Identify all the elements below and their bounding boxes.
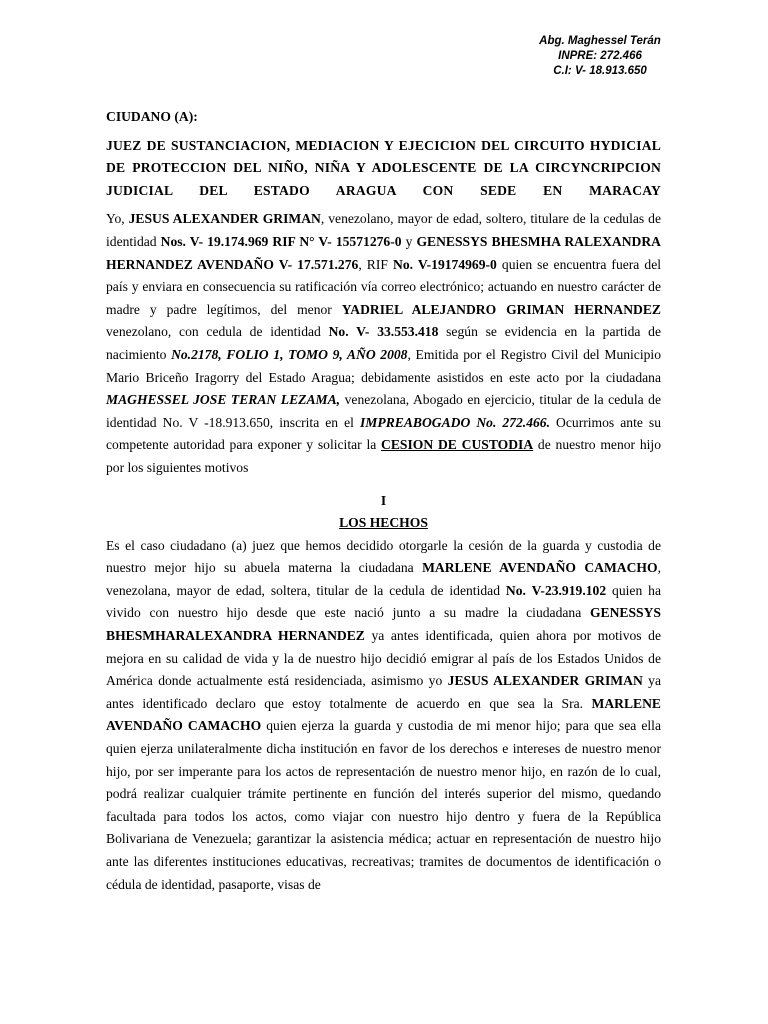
section-title: LOS HECHOS	[339, 515, 428, 531]
text: quien ejerza la guarda y custodia de mi menor hijo; para que sea ella quien ejerza unilateralmente dicha institución en favor de los derechos e intereses de nuestro menor hijo, por ser imperante para los actos de representación de nuestro menor hijo, en razón de lo cual, podrá realizar cualquier trámite pertinente en función del interés superior del mismo, quedando facultada para todos los actos, como viajar con nuestro hijo dentro y fuera de la República Bolivariana de Venezuela; garantizar la asistencia médica; actuar en representación de nuestro hijo ante las diferentes instituciones educativas, recreativas; tramites de documentos de identificación o cédula de identidad, pasaporte, visas de	[106, 718, 661, 892]
minor-id: No. V- 33.553.418	[328, 324, 439, 340]
text: , venezolana, mayor de edad, soltera, titular de la cedula de identidad	[106, 560, 661, 598]
text: según se evidencia en la partida de nacimiento	[106, 324, 662, 362]
intro-paragraph	[106, 208, 661, 479]
text: venezolana, Abogado en ejercicio, titular de la cedula de identidad No. V -18.913.650, inscrita en el	[106, 392, 662, 430]
father-id: Nos. V- 19.174.969 RIF N° V- 15571276-0	[160, 233, 402, 249]
grandmother-name: MARLENE AVENDAÑO CAMACHO	[422, 560, 658, 576]
minor-name: YADRIEL ALEJANDRO GRIMAN HERNANDEZ	[341, 301, 661, 317]
lawyer-inpre: INPRE: 272.466	[558, 50, 642, 62]
facts-paragraph	[106, 535, 661, 897]
text: quien se encuentra fuera del país y enviara en consecuencia su ratificación vía correo electrónico; actuando en nuestro carácter de madre y padre legítimos, del menor	[106, 256, 662, 317]
lawyer-name: Abg. Maghessel Terán	[539, 35, 661, 47]
lawyer-header	[500, 34, 700, 79]
impreabogado: IMPREABOGADO No. 272.466.	[360, 414, 550, 430]
text: Ocurrimos ante su competente autoridad para exponer y solicitar la	[106, 414, 662, 453]
text: ya antes identificada, quien ahora por motivos de mejora en su calidad de vida y la de nuestro hijo decidió emigrar al país de los Estados Unidos de América donde actualmente está residenciada, asimismo yo	[106, 628, 661, 689]
text: , venezolano, mayor de edad, soltero, titulare de la cedulas de identidad	[106, 211, 661, 249]
text: ya antes identificado declaro que estoy totalmente de acuerdo en que sea la Sra.	[106, 673, 661, 711]
mother-name-facts: GENESSYS BHESMHARALEXANDRA HERNANDEZ	[106, 605, 661, 644]
text: y	[401, 233, 417, 249]
mother-rif: No. V-19174969-0	[393, 256, 497, 272]
mother-name: GENESSYS BHESMHA RALEXANDRA HERNANDEZ AVENDAÑO V- 17.571.276	[106, 233, 662, 272]
text: Yo,	[106, 211, 129, 227]
cesion-custodia: CESION DE CUSTODIA	[381, 437, 534, 453]
text: venezolano, con cedula de identidad	[106, 324, 329, 340]
lawyer-full-name: MAGHESSEL JOSE TERAN LEZAMA,	[106, 392, 341, 408]
birth-certificate: No.2178, FOLIO 1, TOMO 9, AÑO 2008	[171, 346, 408, 362]
father-name: JESUS ALEXANDER GRIMAN	[128, 211, 321, 227]
grandmother-name-2: MARLENE AVENDAÑO CAMACHO	[106, 695, 661, 734]
document-body	[106, 106, 661, 896]
text: de nuestro menor hijo por los siguientes motivos	[106, 437, 661, 475]
text: Es el caso ciudadano (a) juez que hemos decidido otorgarle la cesión de la guarda y custodia de nuestro mejor hijo su abuela materna la ciudadana	[106, 537, 661, 576]
lawyer-ci: C.I: V- 18.913.650	[553, 65, 647, 77]
text: , RIF	[358, 256, 393, 272]
addressee: JUEZ DE SUSTANCIACION, MEDIACION Y EJECICION DEL CIRCUITO HYDICIAL DE PROTECCION DEL NIÑO, NIÑA Y ADOLESCENTE DE LA CIRCYNCRIPCION JUDICIAL DEL ESTADO ARAGUA CON SEDE EN MARACAY	[106, 137, 661, 198]
section-number: I	[380, 492, 387, 508]
salutation: CIUDANO (A):	[106, 109, 198, 124]
text: quien ha vivido con nuestro hijo desde que este nació junto a su madre la ciudadana	[106, 582, 662, 621]
text: , Emitida por el Registro Civil del Municipio Mario Briceño Iragorry del Estado Aragua; debidamente asistidos en este acto por la ciudadana	[106, 346, 661, 385]
grandmother-id: No. V-23.919.102	[505, 582, 607, 598]
father-name-facts: JESUS ALEXANDER GRIMAN	[447, 673, 643, 689]
